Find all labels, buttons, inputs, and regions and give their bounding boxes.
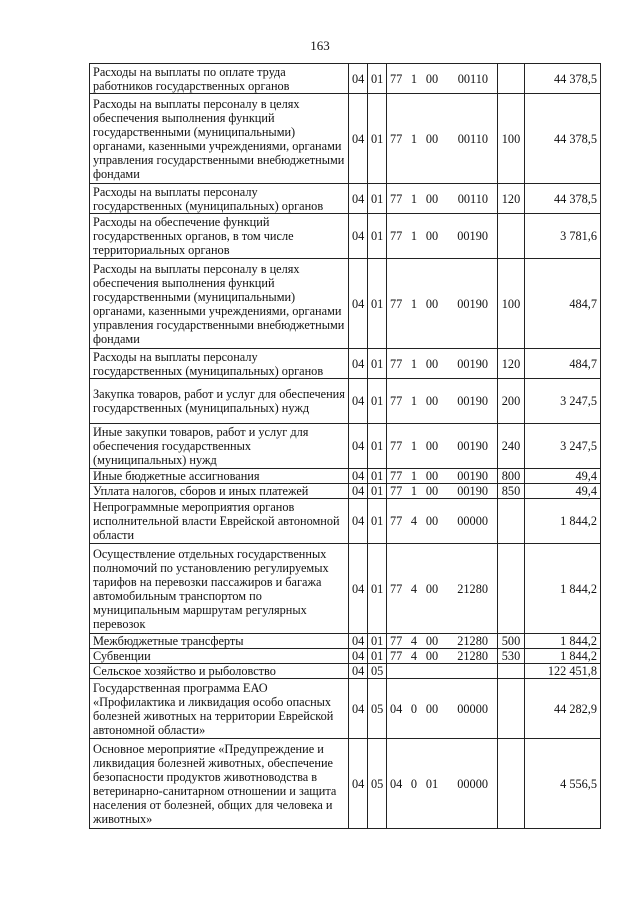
target-article-part: 00000 — [457, 514, 488, 528]
target-article-part: 00110 — [457, 191, 488, 206]
amount: 1 844,2 — [525, 634, 601, 649]
target-article-code — [387, 349, 498, 379]
target-article-part: 21280 — [457, 581, 488, 596]
target-article-code — [387, 649, 498, 664]
section-code: 04 — [349, 634, 368, 649]
amount: 44 282,9 — [525, 679, 601, 739]
expense-type-code: 120 — [498, 349, 525, 379]
section-code: 04 — [349, 544, 368, 634]
target-article-code — [387, 664, 498, 679]
subsection-code: 05 — [368, 664, 387, 679]
target-article-part: 00190 — [457, 296, 488, 311]
expense-type-code — [498, 664, 525, 679]
target-article-part: 21280 — [457, 649, 488, 663]
table-row — [90, 469, 601, 484]
table-row — [90, 499, 601, 544]
table-row — [90, 349, 601, 379]
target-article-part: 00190 — [457, 229, 488, 243]
target-article-part: 00 — [425, 229, 439, 243]
row-name: Расходы на выплаты персоналу в целях обеспечения выполнения функций государственными (муниципальными) органами, казенными учреждениями, органами управления государственными внебюджетными фондами — [90, 259, 349, 349]
subsection-code: 01 — [368, 379, 387, 424]
target-article-part: 1 — [410, 484, 418, 498]
target-article-part: 77 — [390, 469, 403, 483]
amount: 44 378,5 — [525, 64, 601, 94]
target-article-part: 00 — [425, 634, 439, 648]
target-article-code — [387, 544, 498, 634]
section-code: 04 — [349, 649, 368, 664]
subsection-code: 01 — [368, 214, 387, 259]
section-code: 04 — [349, 499, 368, 544]
expense-type-code: 500 — [498, 634, 525, 649]
target-article-part: 04 — [390, 701, 403, 716]
target-article-part: 1 — [410, 469, 418, 483]
subsection-code: 01 — [368, 424, 387, 469]
subsection-code: 05 — [368, 679, 387, 739]
table-row — [90, 379, 601, 424]
expense-type-code: 100 — [498, 94, 525, 184]
target-article-part: 77 — [390, 71, 403, 86]
budget-table — [89, 63, 601, 829]
section-code: 04 — [349, 679, 368, 739]
section-code: 04 — [349, 94, 368, 184]
target-article-code — [387, 64, 498, 94]
row-name: Государственная программа ЕАО «Профилактика и ликвидация особо опасных болезней животных на территории Еврейской автономной области» — [90, 679, 349, 739]
target-article-code — [387, 379, 498, 424]
amount: 49,4 — [525, 469, 601, 484]
target-article-part: 1 — [410, 229, 418, 243]
target-article-part: 00190 — [457, 394, 488, 408]
budget-table-body — [90, 64, 601, 829]
expense-type-code: 800 — [498, 469, 525, 484]
section-code: 04 — [349, 424, 368, 469]
target-article-part: 1 — [410, 191, 418, 206]
amount: 1 844,2 — [525, 499, 601, 544]
target-article-part: 00000 — [457, 701, 488, 716]
subsection-code: 01 — [368, 649, 387, 664]
row-name: Расходы на выплаты персоналу государственных (муниципальных) органов — [90, 184, 349, 214]
target-article-part: 04 — [390, 776, 403, 791]
target-article-part: 00 — [425, 356, 439, 371]
table-row — [90, 184, 601, 214]
target-article-part: 77 — [390, 191, 403, 206]
target-article-part: 00 — [425, 484, 439, 498]
row-name: Иные закупки товаров, работ и услуг для обеспечения государственных (муниципальных) нужд — [90, 424, 349, 469]
amount: 44 378,5 — [525, 184, 601, 214]
target-article-part: 00 — [425, 469, 439, 483]
section-code: 04 — [349, 739, 368, 829]
amount: 484,7 — [525, 349, 601, 379]
table-row — [90, 544, 601, 634]
target-article-code — [387, 259, 498, 349]
subsection-code: 05 — [368, 739, 387, 829]
section-code: 04 — [349, 379, 368, 424]
row-name: Расходы на обеспечение функций государственных органов, в том числе территориальных органов — [90, 214, 349, 259]
target-article-part: 1 — [410, 71, 418, 86]
section-code: 04 — [349, 349, 368, 379]
target-article-part: 00 — [425, 71, 439, 86]
subsection-code: 01 — [368, 349, 387, 379]
target-article-part: 1 — [410, 394, 418, 408]
target-article-part: 4 — [410, 634, 418, 648]
target-article-part: 00 — [425, 514, 439, 528]
row-name: Субвенции — [90, 649, 349, 664]
section-code: 04 — [349, 64, 368, 94]
table-row — [90, 259, 601, 349]
target-article-part: 00 — [425, 296, 439, 311]
row-name: Осуществление отдельных государственных полномочий по установлению регулируемых тарифов на перевозки пассажиров и багажа автомобильным транспортом по муниципальным маршрутам регулярных перевозок — [90, 544, 349, 634]
target-article-part: 1 — [410, 356, 418, 371]
table-row — [90, 739, 601, 829]
row-name: Межбюджетные трансферты — [90, 634, 349, 649]
target-article-part: 4 — [410, 581, 418, 596]
table-row — [90, 649, 601, 664]
target-article-part: 4 — [410, 649, 418, 663]
table-row — [90, 664, 601, 679]
section-code: 04 — [349, 664, 368, 679]
target-article-part: 00 — [425, 394, 439, 408]
target-article-code — [387, 94, 498, 184]
section-code: 04 — [349, 214, 368, 259]
target-article-part: 77 — [390, 296, 403, 311]
subsection-code: 01 — [368, 499, 387, 544]
target-article-part: 00 — [425, 439, 439, 453]
target-article-part: 77 — [390, 394, 403, 408]
subsection-code: 01 — [368, 184, 387, 214]
row-name: Основное мероприятие «Предупреждение и ликвидация болезней животных, обеспечение безопасности продуктов животноводства в ветеринарно-санитарном отношении и защита населения от болезней, общих для человека и животных» — [90, 739, 349, 829]
row-name: Сельское хозяйство и рыболовство — [90, 664, 349, 679]
subsection-code: 01 — [368, 259, 387, 349]
target-article-part: 00 — [425, 649, 439, 663]
target-article-part: 00 — [425, 131, 439, 146]
target-article-part: 0 — [410, 776, 418, 791]
target-article-part: 00110 — [457, 71, 488, 86]
subsection-code: 01 — [368, 64, 387, 94]
target-article-part: 77 — [390, 439, 403, 453]
target-article-part: 00190 — [457, 484, 488, 498]
amount: 1 844,2 — [525, 649, 601, 664]
target-article-part: 4 — [410, 514, 418, 528]
section-code: 04 — [349, 259, 368, 349]
target-article-part: 77 — [390, 649, 403, 663]
target-article-code — [387, 634, 498, 649]
row-name: Уплата налогов, сборов и иных платежей — [90, 484, 349, 499]
target-article-part: 0 — [410, 701, 418, 716]
section-code: 04 — [349, 484, 368, 499]
section-code: 04 — [349, 184, 368, 214]
target-article-code — [387, 184, 498, 214]
target-article-part: 77 — [390, 514, 403, 528]
table-row — [90, 484, 601, 499]
target-article-code — [387, 739, 498, 829]
subsection-code: 01 — [368, 544, 387, 634]
target-article-code — [387, 499, 498, 544]
target-article-part: 1 — [410, 439, 418, 453]
target-article-part: 00 — [425, 581, 439, 596]
target-article-part: 1 — [410, 131, 418, 146]
page-number: 163 — [310, 38, 330, 53]
amount: 484,7 — [525, 259, 601, 349]
row-name: Расходы на выплаты персоналу государственных (муниципальных) органов — [90, 349, 349, 379]
amount: 49,4 — [525, 484, 601, 499]
target-article-code — [387, 469, 498, 484]
target-article-part: 21280 — [457, 634, 488, 648]
target-article-part: 00 — [425, 701, 439, 716]
row-name: Непрограммные мероприятия органов исполнительной власти Еврейской автономной области — [90, 499, 349, 544]
expense-type-code — [498, 214, 525, 259]
target-article-part: 01 — [425, 776, 439, 791]
subsection-code: 01 — [368, 94, 387, 184]
table-row — [90, 64, 601, 94]
subsection-code: 01 — [368, 634, 387, 649]
target-article-part: 77 — [390, 131, 403, 146]
expense-type-code: 100 — [498, 259, 525, 349]
expense-type-code: 850 — [498, 484, 525, 499]
expense-type-code — [498, 739, 525, 829]
row-name: Расходы на выплаты по оплате труда работников государственных органов — [90, 64, 349, 94]
table-row — [90, 214, 601, 259]
target-article-part: 00110 — [457, 131, 488, 146]
amount: 1 844,2 — [525, 544, 601, 634]
target-article-part: 00190 — [457, 469, 488, 483]
target-article-code — [387, 679, 498, 739]
target-article-part: 00190 — [457, 439, 488, 453]
table-row — [90, 424, 601, 469]
table-row — [90, 679, 601, 739]
amount: 3 247,5 — [525, 379, 601, 424]
subsection-code: 01 — [368, 484, 387, 499]
row-name: Иные бюджетные ассигнования — [90, 469, 349, 484]
target-article-part: 00 — [425, 191, 439, 206]
expense-type-code — [498, 679, 525, 739]
table-row — [90, 634, 601, 649]
target-article-part: 77 — [390, 634, 403, 648]
expense-type-code: 240 — [498, 424, 525, 469]
expense-type-code: 120 — [498, 184, 525, 214]
amount: 3 781,6 — [525, 214, 601, 259]
target-article-part: 77 — [390, 581, 403, 596]
amount: 122 451,8 — [525, 664, 601, 679]
target-article-part: 77 — [390, 229, 403, 243]
subsection-code: 01 — [368, 469, 387, 484]
target-article-part: 77 — [390, 484, 403, 498]
row-name: Расходы на выплаты персоналу в целях обеспечения выполнения функций государственными (муниципальными) органами, казенными учреждениями, органами управления государственными внебюджетными фондами — [90, 94, 349, 184]
expense-type-code: 200 — [498, 379, 525, 424]
target-article-code — [387, 424, 498, 469]
amount: 4 556,5 — [525, 739, 601, 829]
section-code: 04 — [349, 469, 368, 484]
expense-type-code: 530 — [498, 649, 525, 664]
target-article-part: 1 — [410, 296, 418, 311]
target-article-code — [387, 484, 498, 499]
target-article-part: 00000 — [457, 776, 488, 791]
target-article-part: 77 — [390, 356, 403, 371]
target-article-part: 00190 — [457, 356, 488, 371]
expense-type-code — [498, 64, 525, 94]
row-name: Закупка товаров, работ и услуг для обеспечения государственных (муниципальных) нужд — [90, 379, 349, 424]
expense-type-code — [498, 499, 525, 544]
expense-type-code — [498, 544, 525, 634]
target-article-code — [387, 214, 498, 259]
amount: 3 247,5 — [525, 424, 601, 469]
table-row — [90, 94, 601, 184]
amount: 44 378,5 — [525, 94, 601, 184]
